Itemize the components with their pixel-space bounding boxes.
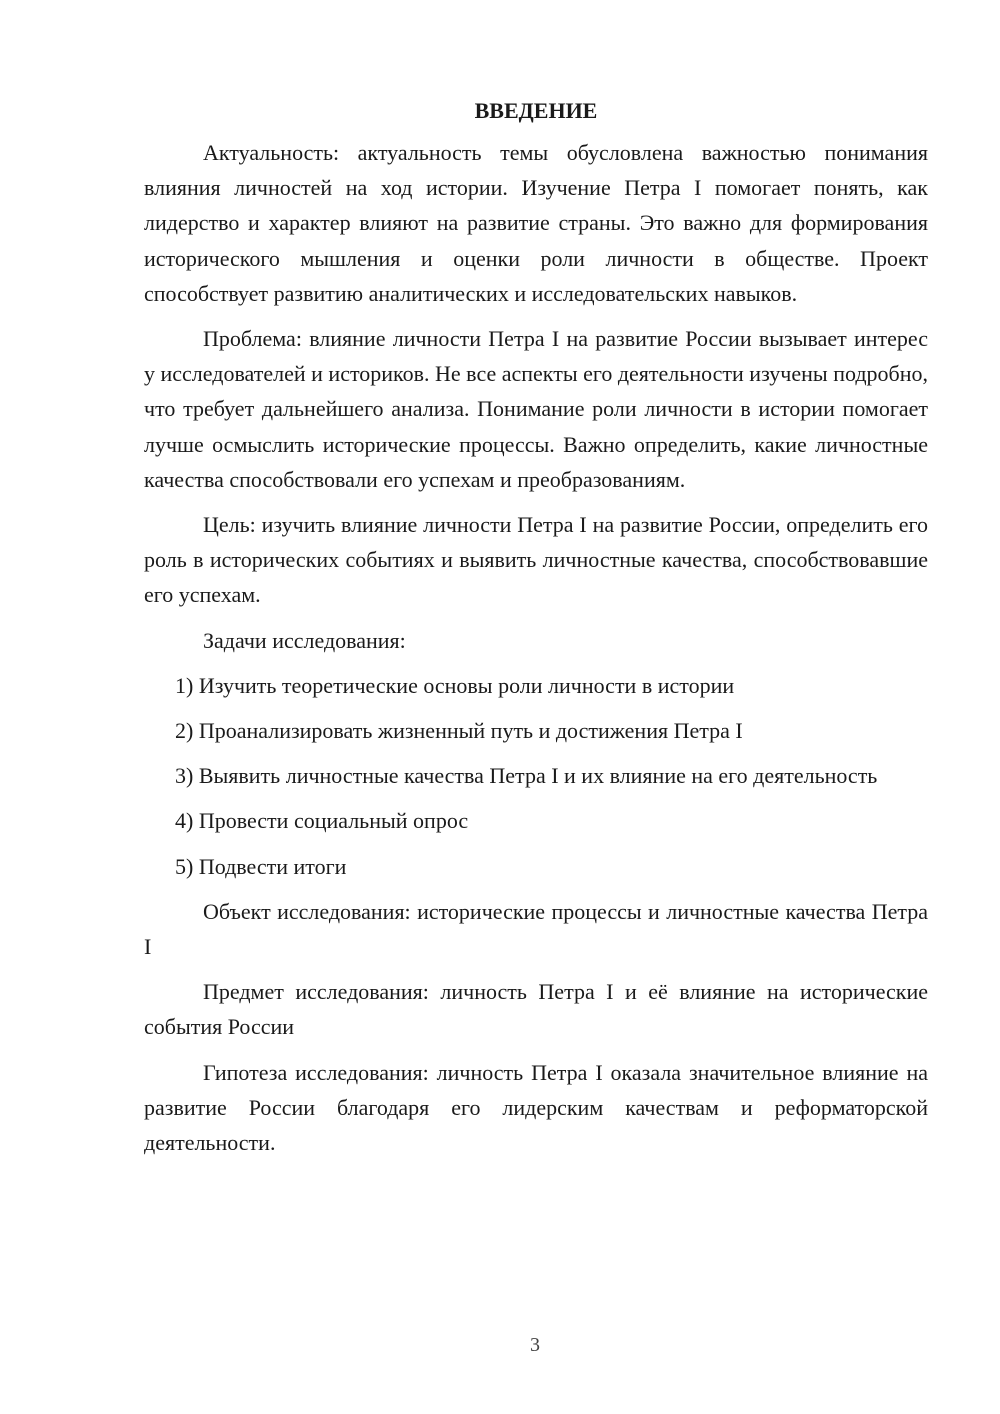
tasks-title: Задачи исследования:	[203, 627, 406, 653]
task-item-4: 4) Провести социальный опрос	[175, 808, 469, 834]
problem-paragraph: Проблема: влияние личности Петра I на развитие России вызывает интерес у исследователей и историков. Не все аспекты его деятельности изучены подробно, что требует дальнейшего анализа. Понимание роли личности в истории помогает лучше осмыслить исторические процессы. Важно определить, какие личностные качества способствовали его успехам и преобразованиям.	[144, 326, 928, 492]
task-item-1: 1) Изучить теоретические основы роли личности в истории	[175, 672, 735, 698]
relevance-paragraph: Актуальность: актуальность темы обусловлена важностью понимания влияния личностей на ход истории. Изучение Петра I помогает понять, как лидерство и характер влияют на развитие страны. Это важно для формирования исторического мышления и оценки роли личности в обществе. Проект способствует развитию аналитических и исследовательских навыков.	[144, 140, 928, 306]
object-paragraph: Объект исследования: исторические процессы и личностные качества Петра I	[144, 898, 928, 960]
hypothesis-paragraph: Гипотеза исследования: личность Петра I оказала значительное влияние на развитие России благодаря его лидерским качествам и реформаторской деятельности.	[144, 1059, 928, 1156]
page-body	[144, 93, 928, 1170]
page-number: 3	[530, 1334, 540, 1356]
task-item-3: 3) Выявить личностные качества Петра I и их влияние на его деятельность	[175, 763, 878, 789]
section-heading: ВВЕДЕНИЕ	[474, 98, 598, 123]
task-item-2: 2) Проанализировать жизненный путь и достижения Петра I	[175, 718, 743, 744]
task-item-5: 5) Подвести итоги	[175, 853, 347, 879]
subject-paragraph: Предмет исследования: личность Петра I и её влияние на исторические события России	[144, 979, 928, 1040]
goal-paragraph: Цель: изучить влияние личности Петра I на развитие России, определить его роль в исторических событиях и выявить личностные качества, способствовавшие его успехам.	[144, 512, 928, 608]
